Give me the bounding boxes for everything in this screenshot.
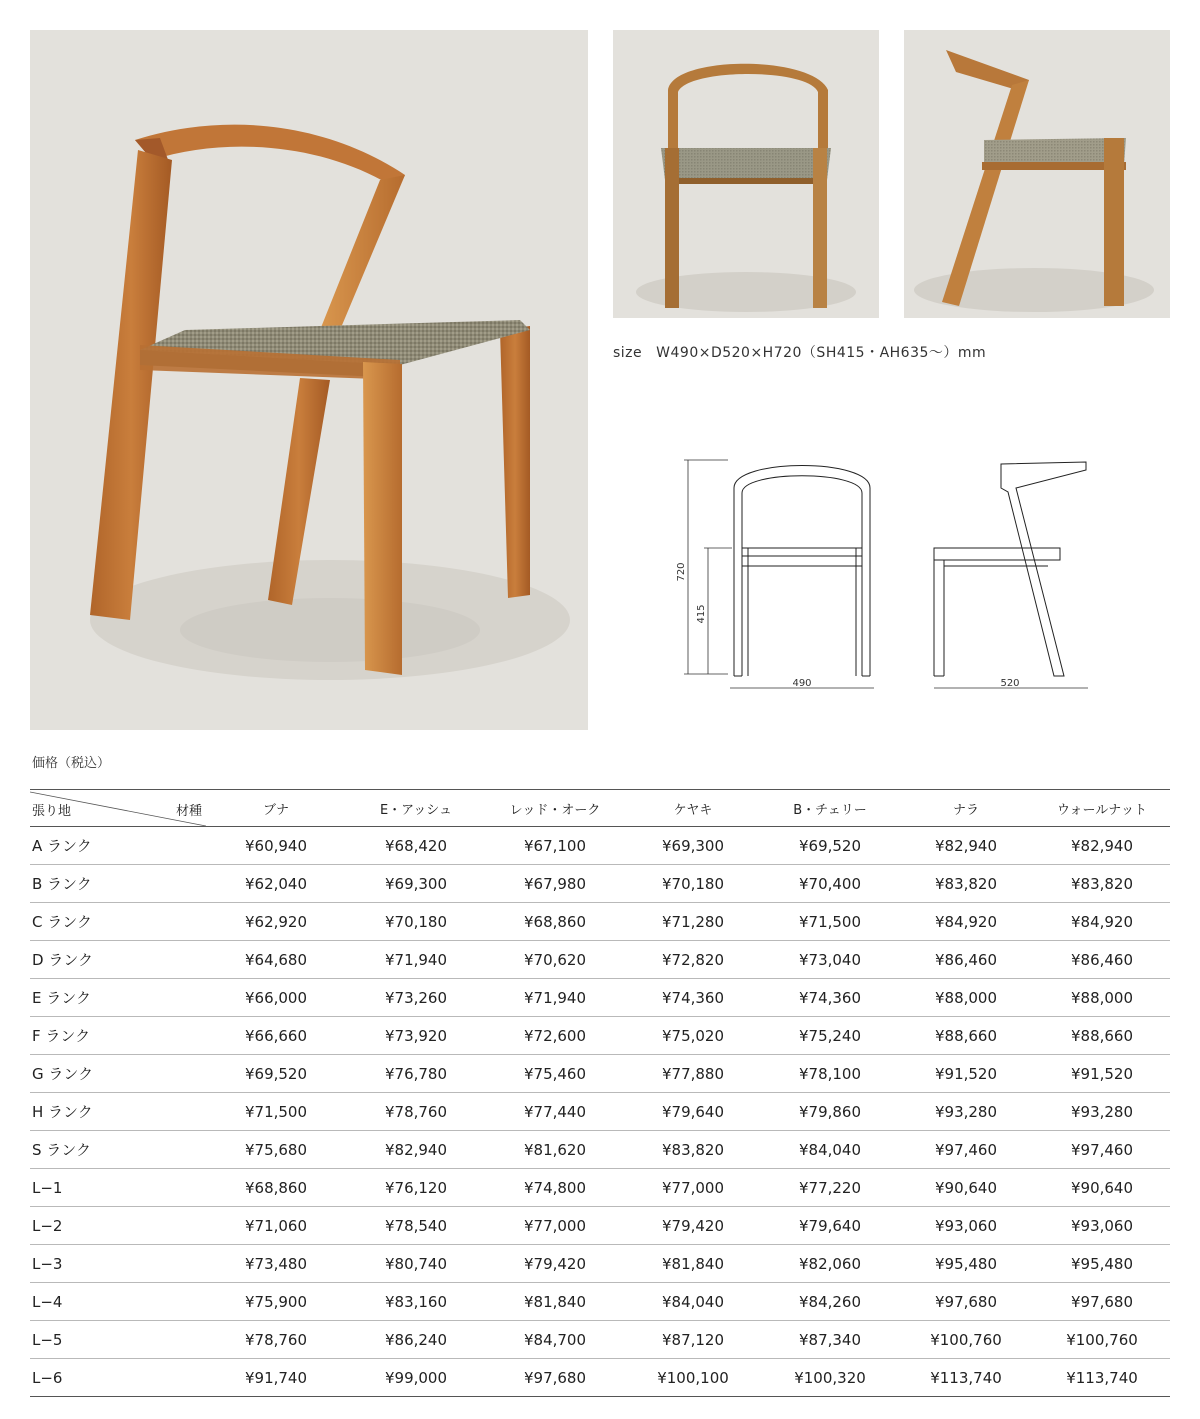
table-row bbox=[30, 979, 1170, 1017]
price-header-row bbox=[30, 790, 1170, 827]
price-cell: ¥75,020 bbox=[624, 1017, 762, 1055]
price-cell: ¥99,000 bbox=[346, 1359, 486, 1397]
price-cell: ¥87,340 bbox=[762, 1321, 898, 1359]
price-cell: ¥100,760 bbox=[1034, 1321, 1170, 1359]
price-cell: ¥76,120 bbox=[346, 1169, 486, 1207]
price-cell: ¥69,300 bbox=[624, 827, 762, 865]
price-cell: ¥88,660 bbox=[1034, 1017, 1170, 1055]
price-cell: ¥71,940 bbox=[346, 941, 486, 979]
price-cell: ¥83,820 bbox=[1034, 865, 1170, 903]
price-cell: ¥79,420 bbox=[486, 1245, 624, 1283]
price-cell: ¥78,760 bbox=[206, 1321, 346, 1359]
column-header: B・チェリー bbox=[762, 790, 898, 827]
price-cell: ¥100,100 bbox=[624, 1359, 762, 1397]
price-cell: ¥77,880 bbox=[624, 1055, 762, 1093]
price-cell: ¥74,800 bbox=[486, 1169, 624, 1207]
price-cell: ¥75,240 bbox=[762, 1017, 898, 1055]
price-cell: ¥95,480 bbox=[1034, 1245, 1170, 1283]
rank-label: H ランク bbox=[30, 1093, 206, 1131]
price-cell: ¥91,520 bbox=[1034, 1055, 1170, 1093]
price-cell: ¥82,940 bbox=[898, 827, 1034, 865]
price-cell: ¥84,040 bbox=[624, 1283, 762, 1321]
rank-label: L−5 bbox=[30, 1321, 206, 1359]
rank-label: E ランク bbox=[30, 979, 206, 1017]
price-cell: ¥90,640 bbox=[1034, 1169, 1170, 1207]
price-cell: ¥73,040 bbox=[762, 941, 898, 979]
table-row bbox=[30, 827, 1170, 865]
price-cell: ¥69,520 bbox=[206, 1055, 346, 1093]
price-cell: ¥100,320 bbox=[762, 1359, 898, 1397]
price-cell: ¥75,680 bbox=[206, 1131, 346, 1169]
column-header: ケヤキ bbox=[624, 790, 762, 827]
price-cell: ¥87,120 bbox=[624, 1321, 762, 1359]
dimension-drawing bbox=[668, 448, 1108, 698]
dim-depth: 520 bbox=[1000, 678, 1020, 689]
table-row bbox=[30, 1017, 1170, 1055]
table-row bbox=[30, 1283, 1170, 1321]
price-cell: ¥86,460 bbox=[1034, 941, 1170, 979]
table-row bbox=[30, 865, 1170, 903]
table-row bbox=[30, 1321, 1170, 1359]
price-cell: ¥73,260 bbox=[346, 979, 486, 1017]
price-cell: ¥113,740 bbox=[898, 1359, 1034, 1397]
price-cell: ¥68,860 bbox=[486, 903, 624, 941]
price-cell: ¥77,000 bbox=[624, 1169, 762, 1207]
price-cell: ¥69,520 bbox=[762, 827, 898, 865]
price-cell: ¥79,420 bbox=[624, 1207, 762, 1245]
price-cell: ¥71,280 bbox=[624, 903, 762, 941]
price-cell: ¥78,100 bbox=[762, 1055, 898, 1093]
price-cell: ¥73,920 bbox=[346, 1017, 486, 1055]
table-row bbox=[30, 1207, 1170, 1245]
price-cell: ¥71,060 bbox=[206, 1207, 346, 1245]
table-row bbox=[30, 1245, 1170, 1283]
price-cell: ¥93,060 bbox=[898, 1207, 1034, 1245]
price-cell: ¥74,360 bbox=[762, 979, 898, 1017]
price-cell: ¥70,400 bbox=[762, 865, 898, 903]
rank-label: F ランク bbox=[30, 1017, 206, 1055]
price-cell: ¥84,260 bbox=[762, 1283, 898, 1321]
table-row bbox=[30, 903, 1170, 941]
price-cell: ¥84,700 bbox=[486, 1321, 624, 1359]
price-cell: ¥72,600 bbox=[486, 1017, 624, 1055]
price-cell: ¥60,940 bbox=[206, 827, 346, 865]
price-cell: ¥76,780 bbox=[346, 1055, 486, 1093]
price-cell: ¥97,460 bbox=[898, 1131, 1034, 1169]
price-cell: ¥69,300 bbox=[346, 865, 486, 903]
column-header: E・アッシュ bbox=[346, 790, 486, 827]
price-cell: ¥84,920 bbox=[898, 903, 1034, 941]
price-cell: ¥91,520 bbox=[898, 1055, 1034, 1093]
table-row bbox=[30, 1359, 1170, 1397]
price-cell: ¥68,420 bbox=[346, 827, 486, 865]
rank-label: C ランク bbox=[30, 903, 206, 941]
price-cell: ¥64,680 bbox=[206, 941, 346, 979]
price-cell: ¥97,460 bbox=[1034, 1131, 1170, 1169]
dim-total-height: 720 bbox=[676, 562, 687, 582]
price-cell: ¥113,740 bbox=[1034, 1359, 1170, 1397]
price-title: 価格（税込） bbox=[32, 756, 111, 771]
price-cell: ¥67,100 bbox=[486, 827, 624, 865]
chair-front-photo bbox=[613, 30, 879, 318]
table-row bbox=[30, 1131, 1170, 1169]
rank-label: L−2 bbox=[30, 1207, 206, 1245]
price-cell: ¥66,660 bbox=[206, 1017, 346, 1055]
price-cell: ¥68,860 bbox=[206, 1169, 346, 1207]
rank-label: L−4 bbox=[30, 1283, 206, 1321]
price-cell: ¥73,480 bbox=[206, 1245, 346, 1283]
price-cell: ¥70,180 bbox=[624, 865, 762, 903]
price-cell: ¥81,840 bbox=[624, 1245, 762, 1283]
price-cell: ¥62,920 bbox=[206, 903, 346, 941]
price-cell: ¥75,900 bbox=[206, 1283, 346, 1321]
price-cell: ¥78,760 bbox=[346, 1093, 486, 1131]
rank-label: S ランク bbox=[30, 1131, 206, 1169]
table-row bbox=[30, 941, 1170, 979]
price-cell: ¥81,840 bbox=[486, 1283, 624, 1321]
price-cell: ¥67,980 bbox=[486, 865, 624, 903]
chair-main-photo bbox=[30, 30, 588, 730]
rank-label: A ランク bbox=[30, 827, 206, 865]
price-cell: ¥88,660 bbox=[898, 1017, 1034, 1055]
corner-cell bbox=[30, 790, 206, 827]
table-row bbox=[30, 1169, 1170, 1207]
size-spec bbox=[613, 342, 986, 362]
price-cell: ¥80,740 bbox=[346, 1245, 486, 1283]
corner-wood-label: 材種 bbox=[176, 804, 203, 819]
rank-label: D ランク bbox=[30, 941, 206, 979]
rank-label: L−3 bbox=[30, 1245, 206, 1283]
price-cell: ¥71,500 bbox=[206, 1093, 346, 1131]
column-header: ナラ bbox=[898, 790, 1034, 827]
size-value: W490×D520×H720（SH415・AH635〜）mm bbox=[656, 345, 987, 361]
column-header: ブナ bbox=[206, 790, 346, 827]
price-cell: ¥62,040 bbox=[206, 865, 346, 903]
price-cell: ¥71,940 bbox=[486, 979, 624, 1017]
rank-label: G ランク bbox=[30, 1055, 206, 1093]
price-cell: ¥97,680 bbox=[1034, 1283, 1170, 1321]
price-cell: ¥70,180 bbox=[346, 903, 486, 941]
rank-label: L−1 bbox=[30, 1169, 206, 1207]
price-cell: ¥86,460 bbox=[898, 941, 1034, 979]
price-body bbox=[30, 827, 1170, 1397]
price-cell: ¥93,060 bbox=[1034, 1207, 1170, 1245]
price-cell: ¥66,000 bbox=[206, 979, 346, 1017]
price-cell: ¥88,000 bbox=[1034, 979, 1170, 1017]
price-cell: ¥83,820 bbox=[898, 865, 1034, 903]
table-row bbox=[30, 1055, 1170, 1093]
price-cell: ¥77,220 bbox=[762, 1169, 898, 1207]
price-cell: ¥70,620 bbox=[486, 941, 624, 979]
price-cell: ¥82,060 bbox=[762, 1245, 898, 1283]
price-cell: ¥82,940 bbox=[346, 1131, 486, 1169]
price-cell: ¥84,040 bbox=[762, 1131, 898, 1169]
rank-label: L−6 bbox=[30, 1359, 206, 1397]
price-cell: ¥82,940 bbox=[1034, 827, 1170, 865]
column-header: ウォールナット bbox=[1034, 790, 1170, 827]
price-cell: ¥95,480 bbox=[898, 1245, 1034, 1283]
dim-width: 490 bbox=[792, 678, 812, 689]
rank-label: B ランク bbox=[30, 865, 206, 903]
price-table bbox=[30, 789, 1170, 1397]
price-cell: ¥93,280 bbox=[1034, 1093, 1170, 1131]
column-header: レッド・オーク bbox=[486, 790, 624, 827]
price-cell: ¥83,820 bbox=[624, 1131, 762, 1169]
price-cell: ¥91,740 bbox=[206, 1359, 346, 1397]
price-cell: ¥88,000 bbox=[898, 979, 1034, 1017]
price-cell: ¥77,440 bbox=[486, 1093, 624, 1131]
corner-fabric-label: 張り地 bbox=[32, 804, 72, 819]
price-cell: ¥84,920 bbox=[1034, 903, 1170, 941]
price-cell: ¥93,280 bbox=[898, 1093, 1034, 1131]
price-cell: ¥81,620 bbox=[486, 1131, 624, 1169]
price-cell: ¥72,820 bbox=[624, 941, 762, 979]
price-cell: ¥79,860 bbox=[762, 1093, 898, 1131]
price-cell: ¥86,240 bbox=[346, 1321, 486, 1359]
table-row bbox=[30, 1093, 1170, 1131]
dim-seat-height: 415 bbox=[696, 604, 707, 624]
price-cell: ¥79,640 bbox=[624, 1093, 762, 1131]
price-cell: ¥74,360 bbox=[624, 979, 762, 1017]
price-cell: ¥78,540 bbox=[346, 1207, 486, 1245]
price-cell: ¥100,760 bbox=[898, 1321, 1034, 1359]
price-cell: ¥75,460 bbox=[486, 1055, 624, 1093]
price-cell: ¥79,640 bbox=[762, 1207, 898, 1245]
price-cell: ¥83,160 bbox=[346, 1283, 486, 1321]
size-label: size bbox=[613, 345, 643, 361]
price-cell: ¥90,640 bbox=[898, 1169, 1034, 1207]
price-cell: ¥71,500 bbox=[762, 903, 898, 941]
price-cell: ¥97,680 bbox=[898, 1283, 1034, 1321]
price-cell: ¥97,680 bbox=[486, 1359, 624, 1397]
chair-side-photo bbox=[904, 30, 1170, 318]
price-cell: ¥77,000 bbox=[486, 1207, 624, 1245]
